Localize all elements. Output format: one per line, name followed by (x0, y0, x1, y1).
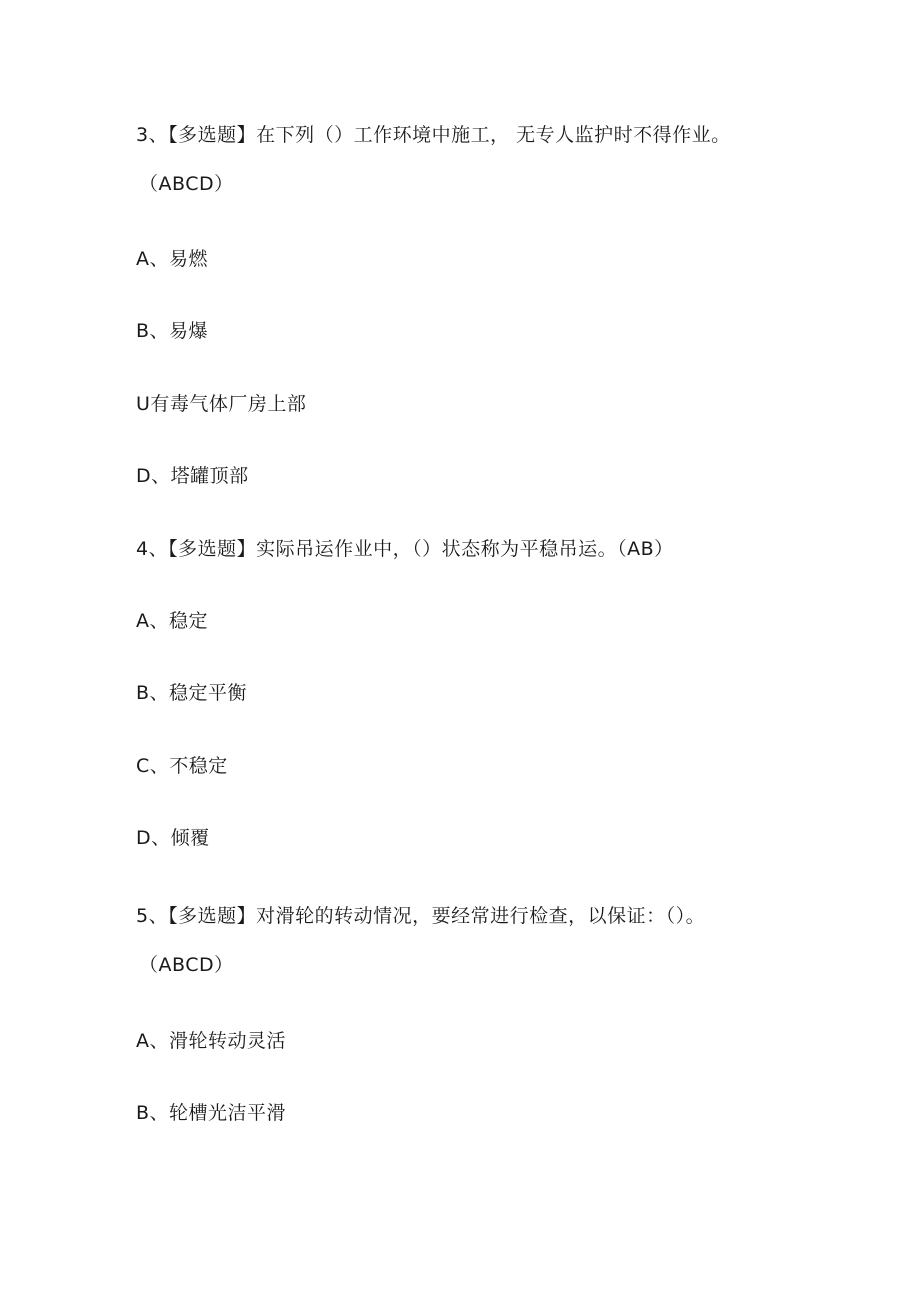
question-5-answer: （ABCD） (139, 954, 234, 976)
question-4-option-a: A、稳定 (136, 610, 208, 632)
question-5-option-b: B、轮槽光洁平滑 (136, 1102, 287, 1124)
question-3-option-b: B、易爆 (136, 320, 209, 342)
question-3-text: 3、【多选题】在下列（）工作环境中施工， 无专人监护时不得作业。 (136, 124, 731, 146)
question-4-text: 4、【多选题】实际吊运作业中，（）状态称为平稳吊运。（AB） (136, 538, 674, 560)
question-4-option-b: B、稳定平衡 (136, 682, 248, 704)
question-4-option-d: D、倾覆 (136, 827, 210, 849)
question-5-text: 5、【多选题】对滑轮的转动情况，要经常进行检查，以保证：（）。 (136, 905, 706, 927)
question-3-option-a: A、易燃 (136, 248, 208, 270)
question-5-option-a: A、滑轮转动灵活 (136, 1030, 286, 1052)
question-3-answer: （ABCD） (139, 173, 234, 195)
question-3-option-d: D、塔罐顶部 (136, 465, 249, 487)
question-3-option-c: U有毒气体厂房上部 (136, 393, 307, 415)
question-4-option-c: C、不稳定 (136, 755, 228, 777)
